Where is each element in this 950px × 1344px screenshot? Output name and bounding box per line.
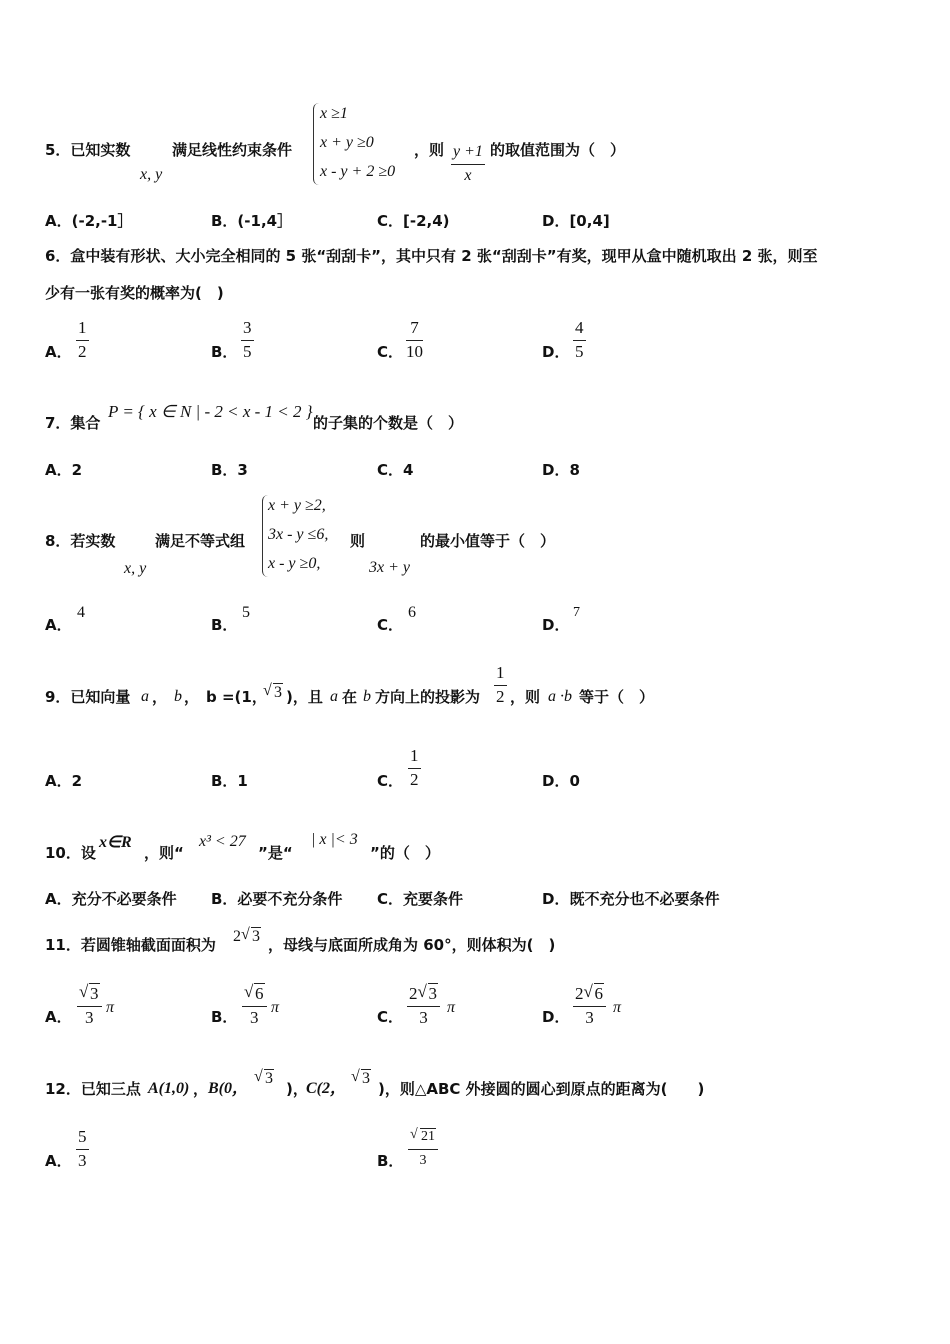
q11-area: 2 √ 3 <box>233 926 260 945</box>
q5-brace <box>313 103 320 185</box>
q11-option-d-fraction: 2 √ 6 3 <box>573 984 606 1028</box>
q11-area-rad: 3 <box>252 928 260 945</box>
q9-sqrt3-radicand: 3 <box>274 684 282 701</box>
q7-tail: 的子集的个数是（ ） <box>313 414 464 432</box>
q8-option-a-value: 4 <box>77 604 85 621</box>
q5-option-d: D．[0,4] <box>542 212 610 230</box>
q11-option-a-pi: π <box>106 999 115 1016</box>
q8-option-b-label: B． <box>211 616 238 634</box>
q9-option-c-label: C． <box>377 772 404 790</box>
q8-option-d-value: 7 <box>573 605 580 620</box>
q10-option-b: B．必要不充分条件 <box>211 890 343 908</box>
q9-comma-2: ， <box>184 688 200 706</box>
q11-c-rad: 3 <box>428 984 437 1003</box>
q10-condition: x∈R <box>99 834 132 851</box>
q12-option-b-fraction: √ 21 3 <box>408 1127 438 1171</box>
q8-sys-1: x + y ≥2, <box>268 497 326 514</box>
q12-lead: 12．已知三点 <box>45 1080 141 1098</box>
q10-tail: ”的（ ） <box>370 844 440 862</box>
q11-c-coef: 2 <box>409 984 418 1003</box>
q12-tail: )，则△ABC 外接圆的圆心到原点的距离为( ) <box>378 1080 705 1098</box>
q9-option-b: B．1 <box>211 772 248 790</box>
q9-b-eq: b =(1， <box>206 688 267 706</box>
q11-option-b-fraction: √ 6 3 <box>242 984 267 1028</box>
q6-a-num: 1 <box>78 318 87 337</box>
q9-close: )，且 <box>286 688 323 706</box>
q6-c-den: 10 <box>406 342 423 361</box>
q6-d-num: 4 <box>575 318 584 337</box>
q8-option-c-label: C． <box>377 616 404 634</box>
q6-b-num: 3 <box>243 318 252 337</box>
q5-fraction <box>451 142 485 186</box>
q8-expr: 3x + y <box>369 559 410 576</box>
q12-b-den: 3 <box>419 1153 427 1168</box>
q9-lead: 9．已知向量 <box>45 688 131 706</box>
q11-option-a-label: A． <box>45 1008 72 1026</box>
q7-set-expression: P = { x ∈ N | - 2 < x - 1 < 2 } <box>108 402 313 421</box>
q5-option-b: B．(-1,4］ <box>211 212 293 230</box>
q10-option-a: A．充分不必要条件 <box>45 890 177 908</box>
q12-point-a: A(1,0) <box>148 1080 190 1097</box>
q11-option-b-label: B． <box>211 1008 238 1026</box>
q11-area-coef: 2 <box>233 928 241 945</box>
q5-frac-den: x <box>464 167 472 184</box>
q8-sys-3: x - y ≥0, <box>268 555 321 572</box>
q12-sqrt-b-rad: 3 <box>265 1070 273 1087</box>
q6-option-a-fraction <box>76 318 89 362</box>
q6-line-1: 6．盒中装有形状、大小完全相同的 5 张“刮刮卡”，其中只有 2 张“刮刮卡”有奖，现甲从盒中随机取出 2 张，则至 <box>45 247 818 265</box>
q5-frac-num: y +1 <box>453 143 483 160</box>
q9-dot-product: a ·b <box>548 688 572 705</box>
q9-c-den: 2 <box>410 770 419 789</box>
q11-a-rad: 3 <box>90 984 99 1003</box>
q11-b-rad: 6 <box>255 984 264 1003</box>
q5-option-c: C．[-2,4) <box>377 212 450 230</box>
q10-option-c: C．充要条件 <box>377 890 464 908</box>
q5-vars: x, y <box>140 166 163 183</box>
q9-in: 在 <box>342 688 358 706</box>
q6-option-b-fraction <box>241 318 254 362</box>
q9-comma-1: ， <box>152 688 168 706</box>
q11-option-b-pi: π <box>271 999 280 1016</box>
q6-b-den: 5 <box>243 342 252 361</box>
q9-option-c-fraction <box>408 746 421 790</box>
q5-lead: 5．已知实数 <box>45 141 131 159</box>
q7-option-d: D．8 <box>542 461 580 479</box>
q12-a-num: 5 <box>78 1127 87 1146</box>
q9-c-num: 1 <box>410 746 419 765</box>
q8-sys-2: 3x - y ≤6, <box>268 526 329 543</box>
q12-close-1: )， <box>286 1080 308 1098</box>
q5-after: ，则 <box>414 141 445 159</box>
q12-b-rad: 21 <box>421 1129 435 1144</box>
q5-sys-1: x ≥1 <box>320 105 348 122</box>
q9-tail: 等于（ ） <box>579 688 655 706</box>
q11-d-den: 3 <box>585 1008 594 1027</box>
q12-comma-1: ， <box>193 1080 209 1098</box>
q11-a-den: 3 <box>85 1008 94 1027</box>
q10-lead: 10．设 <box>45 844 96 862</box>
q6-option-a-label: A． <box>45 343 72 361</box>
q9-proj-den: 2 <box>496 687 505 706</box>
q12-sqrt-c: √ 3 <box>351 1068 370 1087</box>
q9-option-d: D．0 <box>542 772 580 790</box>
q6-option-c-label: C． <box>377 343 404 361</box>
q12-option-a-fraction <box>76 1127 89 1171</box>
q9-proj: 方向上的投影为 <box>375 688 481 706</box>
q8-mid: 满足不等式组 <box>155 532 246 550</box>
q11-option-c-fraction: 2 √ 3 3 <box>407 984 440 1028</box>
q9-then: ，则 <box>510 688 541 706</box>
q8-then: 则 <box>350 532 366 550</box>
q5-tail: 的取值范围为（ ） <box>490 141 626 159</box>
q10-inequality-2: | x |< 3 <box>311 831 358 848</box>
q7-lead: 7．集合 <box>45 414 101 432</box>
q8-option-b-value: 5 <box>242 604 250 621</box>
q11-c-den: 3 <box>419 1008 428 1027</box>
q6-option-d-label: D． <box>542 343 570 361</box>
q5-option-a: A．(-2,-1］ <box>45 212 133 230</box>
q10-is: ”是“ <box>258 844 293 862</box>
q12-point-c: C(2， <box>306 1080 347 1097</box>
q9-option-a: A．2 <box>45 772 83 790</box>
q8-lead: 8．若实数 <box>45 532 116 550</box>
q6-option-c-fraction <box>406 318 423 362</box>
q9-vec-a-2: a <box>330 688 338 705</box>
q6-a-den: 2 <box>78 342 87 361</box>
q12-point-b: B(0， <box>208 1080 249 1097</box>
q12-a-den: 3 <box>78 1151 87 1170</box>
q11-option-d-pi: π <box>613 999 622 1016</box>
q8-vars: x, y <box>124 560 147 577</box>
q10-option-d: D．既不充分也不必要条件 <box>542 890 720 908</box>
q8-option-d-label: D． <box>542 616 570 634</box>
q11-d-rad: 6 <box>594 984 603 1003</box>
q9-sqrt3: √ 3 <box>263 682 282 701</box>
q10-inequality-1: x³ < 27 <box>199 833 246 850</box>
q6-c-num: 7 <box>410 318 419 337</box>
q7-option-b: B．3 <box>211 461 248 479</box>
q9-vec-a: a <box>141 688 149 705</box>
q8-option-a-label: A． <box>45 616 72 634</box>
q11-tail: ，母线与底面所成角为 60°，则体积为( ) <box>268 936 556 954</box>
q12-option-b-label: B． <box>377 1152 404 1170</box>
q9-proj-fraction <box>494 663 507 707</box>
q11-option-c-pi: π <box>447 999 456 1016</box>
q11-option-a-fraction: √ 3 3 <box>77 984 102 1028</box>
q9-vec-b-2: b <box>363 688 371 705</box>
q7-option-a: A．2 <box>45 461 83 479</box>
q6-option-b-label: B． <box>211 343 238 361</box>
q5-mid: 满足线性约束条件 <box>172 141 293 159</box>
q6-line-2: 少有一张有奖的概率为( ) <box>45 284 224 302</box>
q12-sqrt-b: √ 3 <box>254 1068 273 1087</box>
q12-option-a-label: A． <box>45 1152 72 1170</box>
q11-b-den: 3 <box>250 1008 259 1027</box>
q10-then: ，则“ <box>144 844 184 862</box>
q5-sys-2: x + y ≥0 <box>320 134 374 151</box>
q8-option-c-value: 6 <box>408 604 416 621</box>
q11-d-coef: 2 <box>575 984 584 1003</box>
q9-vec-b: b <box>174 688 182 705</box>
q6-option-d-fraction <box>573 318 586 362</box>
q6-d-den: 5 <box>575 342 584 361</box>
q11-option-c-label: C． <box>377 1008 404 1026</box>
q5-sys-3: x - y + 2 ≥0 <box>320 163 396 180</box>
q12-sqrt-c-rad: 3 <box>362 1070 370 1087</box>
q9-proj-num: 1 <box>496 663 505 682</box>
q11-lead: 11．若圆锥轴截面面积为 <box>45 936 216 954</box>
q11-option-d-label: D． <box>542 1008 570 1026</box>
q7-option-c: C．4 <box>377 461 414 479</box>
q8-tail: 的最小值等于（ ） <box>420 532 556 550</box>
